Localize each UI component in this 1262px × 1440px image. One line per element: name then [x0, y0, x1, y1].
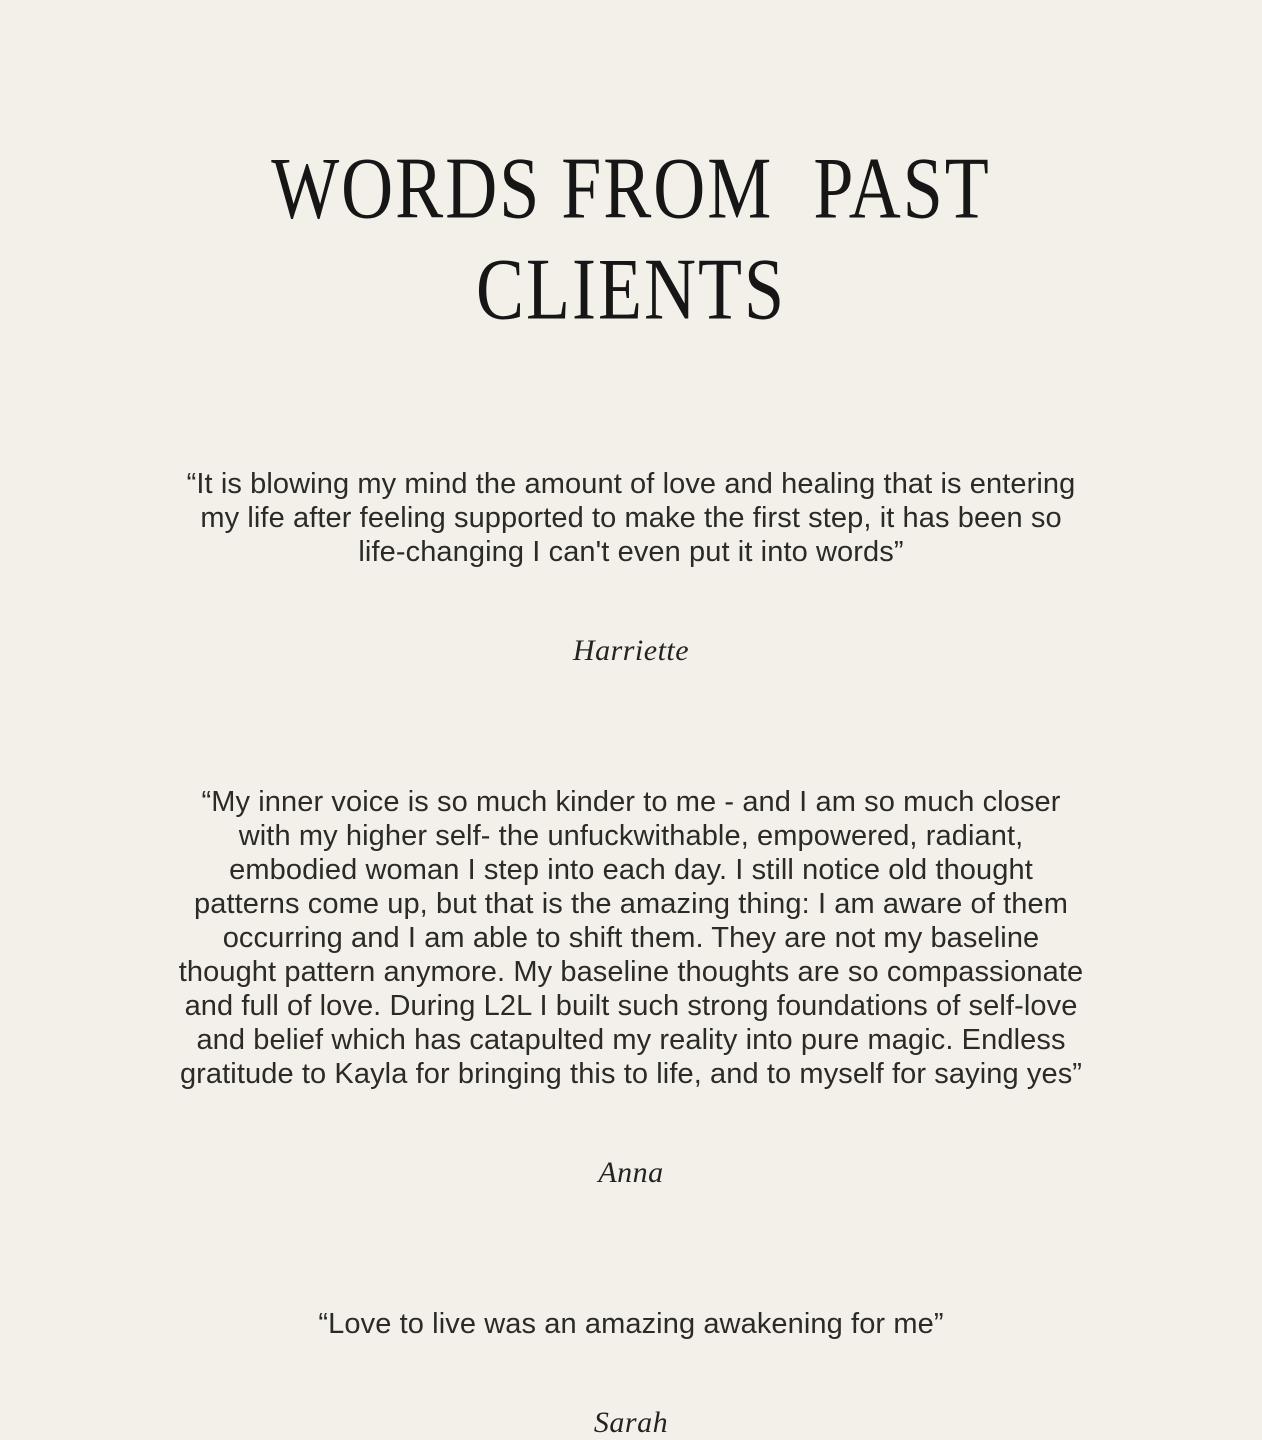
testimonial-author: Anna — [598, 1156, 664, 1190]
page-title — [271, 138, 991, 341]
testimonial-author: Sarah — [593, 1406, 669, 1440]
testimonial-quote: “Love to live was an amazing awakening for me” — [318, 1308, 944, 1341]
testimonial-author: Harriette — [572, 634, 690, 668]
page-title-line-1: WORDS FROM PAST — [271, 139, 991, 237]
testimonial-quote: “It is blowing my mind the amount of love and healing that is entering my life after feeling supported to make the first step, it has been so life-changing I can't even put it into words” — [186, 468, 1076, 569]
testimonial-harriette — [176, 438, 1086, 668]
testimonial-sarah — [318, 1278, 943, 1440]
page-title-line-2: CLIENTS — [476, 240, 786, 339]
testimonials-list — [0, 438, 1262, 1440]
testimonial-anna — [176, 756, 1086, 1190]
testimonial-quote: “My inner voice is so much kinder to me - and I am so much closer with my higher self- the unfuckwithable, empowered, radiant, embodied woman I step into each day. I still notice old thought patterns come up, but that is the amazing thing: I am aware of them occurring and I am able to shift them. They are not my baseline thought pattern anymore. My baseline thoughts are so compassionate and full of love. During L2L I built such strong foundations of self-love and belief which has catapulted my reality into pure magic. Endless gratitude to Kayla for bringing this to life, and to myself for saying yes” — [178, 786, 1084, 1091]
